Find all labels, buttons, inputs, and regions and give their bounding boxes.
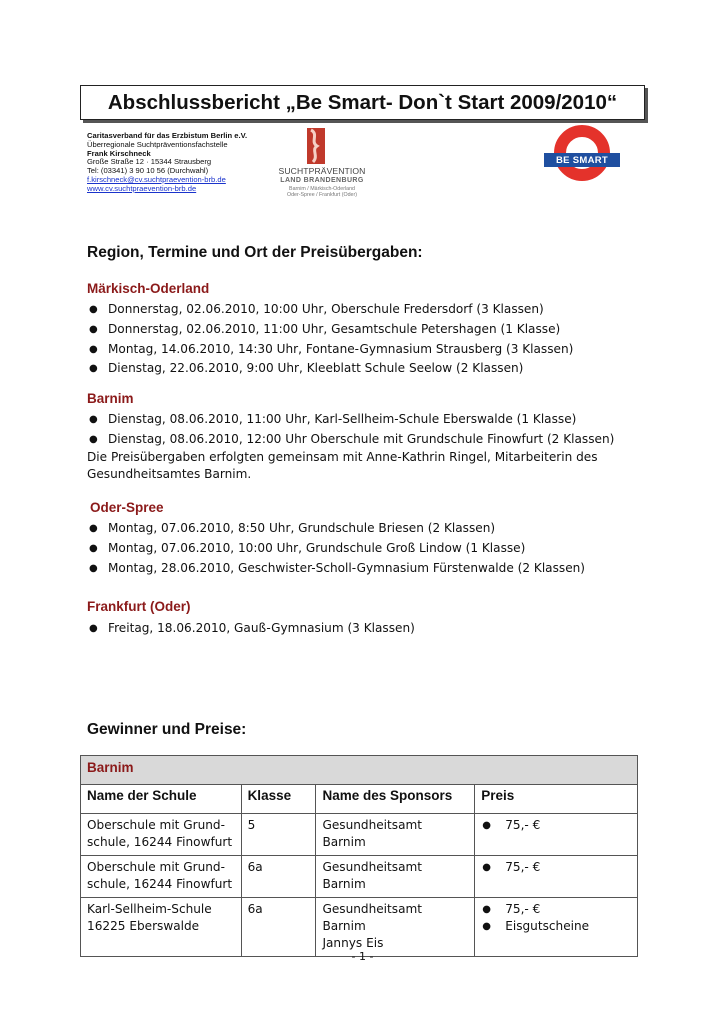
region-heading-frankfurt-oder: Frankfurt (Oder) — [87, 599, 191, 614]
list-item: ● Donnerstag, 02.06.2010, 11:00 Uhr, Gesamtschule Petershagen (1 Klasse) — [87, 320, 573, 340]
table-region-row — [81, 756, 638, 785]
list-item: ● Dienstag, 08.06.2010, 11:00 Uhr, Karl-Sellheim-Schule Eberswalde (1 Klasse) — [87, 410, 614, 430]
column-header-preis: Preis — [475, 785, 638, 814]
cell-sponsor: Gesundheitsamt Barnim Jannys Eis — [316, 897, 475, 956]
cell-klasse: 5 — [241, 814, 316, 856]
bullet-icon: ● — [89, 542, 98, 554]
suchtpraevention-mark-icon — [307, 128, 325, 164]
list-item: ● Freitag, 18.06.2010, Gauß-Gymnasium (3 Klassen) — [87, 619, 415, 639]
bullet-icon: ● — [89, 433, 98, 445]
list-item: ● Montag, 28.06.2010, Geschwister-Scholl-Gymnasium Fürstenwalde (2 Klassen) — [87, 559, 585, 579]
bullet-icon: ● — [89, 414, 98, 425]
logo-sucht-sub: LAND BRANDENBURG — [280, 177, 364, 184]
cell-school: Oberschule mit Grund- schule, 16244 Finowfurt — [81, 814, 242, 856]
event-list-barnim — [87, 410, 614, 450]
barnim-note-line1: Die Preisübergaben erfolgten gemeinsam mit Anne-Kathrin Ringel, Mitarbeiterin des — [87, 450, 598, 464]
bullet-icon: ● — [482, 861, 491, 873]
bullet-icon: ● — [482, 903, 491, 915]
event-list-maerkisch-oderland — [87, 300, 573, 379]
cell-preis — [475, 855, 638, 897]
prize-item: ● 75,- € — [481, 901, 631, 918]
logo-sucht-line1: Barnim / Märkisch-Oderland — [289, 186, 355, 192]
cell-klasse: 6a — [241, 855, 316, 897]
list-item: ● Dienstag, 08.06.2010, 12:00 Uhr Oberschule mit Grundschule Finowfurt (2 Klassen) — [87, 430, 614, 450]
table-row — [81, 897, 638, 956]
cell-school: Oberschule mit Grund- schule, 16244 Finowfurt — [81, 855, 242, 897]
contact-web-link[interactable]: www.cv.suchtpraevention-brb.de — [87, 183, 197, 193]
bullet-icon: ● — [89, 343, 98, 355]
list-item: ● Montag, 07.06.2010, 8:50 Uhr, Grundschule Briesen (2 Klassen) — [87, 519, 585, 539]
logo-sucht-regions — [276, 186, 368, 199]
cell-preis — [475, 897, 638, 956]
page-number: - 1 - — [351, 950, 374, 963]
logo-sucht-name: SUCHTPRÄVENTION — [278, 166, 366, 176]
bullet-icon: ● — [89, 363, 98, 375]
winners-table — [80, 755, 638, 957]
bullet-icon: ● — [89, 304, 98, 315]
table-row — [81, 855, 638, 897]
bullet-icon: ● — [89, 562, 98, 574]
table-region-label: Barnim — [87, 760, 134, 775]
contact-phone: Tel: (03341) 3 90 10 56 (Durchwahl) — [87, 166, 209, 176]
contact-person: Frank Kirschneck — [87, 148, 151, 158]
section-heading-gewinner: Gewinner und Preise: — [87, 721, 247, 738]
cell-sponsor: Gesundheitsamt Barnim — [316, 855, 475, 897]
suchtpraevention-logo — [276, 128, 368, 204]
column-header-klasse: Klasse — [241, 785, 316, 814]
title-box — [80, 85, 645, 120]
table-row — [81, 814, 638, 856]
contact-address: Große Straße 12 · 15344 Strausberg — [87, 157, 212, 167]
event-list-oder-spree — [87, 519, 585, 578]
event-list-frankfurt-oder — [87, 619, 415, 639]
be-smart-bar: BE SMART — [544, 153, 620, 167]
region-heading-barnim: Barnim — [87, 391, 134, 406]
be-smart-logo — [544, 125, 620, 201]
prize-item: ● Eisgutscheine — [481, 918, 631, 935]
document-title: Abschlussbericht „Be Smart- Don`t Start 2009/2010“ — [107, 90, 618, 114]
prize-item: ● 75,- € — [481, 859, 631, 876]
prize-item: ● 75,- € — [481, 817, 631, 834]
cell-sponsor: Gesundheitsamt Barnim — [316, 814, 475, 856]
bullet-icon: ● — [482, 921, 491, 933]
bullet-icon: ● — [89, 523, 98, 534]
list-item: ● Donnerstag, 02.06.2010, 10:00 Uhr, Oberschule Fredersdorf (3 Klassen) — [87, 300, 573, 320]
cell-preis — [475, 814, 638, 856]
bullet-icon: ● — [89, 323, 98, 335]
contact-block — [87, 132, 247, 194]
section-heading-termine: Region, Termine und Ort der Preisübergaben: — [87, 244, 423, 261]
table-header-row — [81, 785, 638, 814]
contact-email-link[interactable]: f.kirschneck@cv.suchtpraevention-brb.de — [87, 174, 226, 184]
region-heading-oder-spree: Oder-Spree — [90, 500, 164, 515]
contact-dept: Überregionale Suchtpräventionsfachstelle — [87, 139, 228, 149]
column-header-school: Name der Schule — [81, 785, 242, 814]
region-heading-maerkisch-oderland: Märkisch-Oderland — [87, 281, 210, 296]
logo-sucht-line2: Oder-Spree / Frankfurt (Oder) — [286, 192, 358, 199]
list-item: ● Dienstag, 22.06.2010, 9:00 Uhr, Kleeblatt Schule Seelow (2 Klassen) — [87, 359, 573, 379]
cell-klasse: 6a — [241, 897, 316, 956]
bullet-icon: ● — [482, 820, 491, 831]
bullet-icon: ● — [89, 623, 98, 634]
contact-org: Caritasverband für das Erzbistum Berlin e.V. — [87, 131, 248, 140]
list-item: ● Montag, 07.06.2010, 10:00 Uhr, Grundschule Groß Lindow (1 Klasse) — [87, 539, 585, 559]
list-item: ● Montag, 14.06.2010, 14:30 Uhr, Fontane-Gymnasium Strausberg (3 Klassen) — [87, 340, 573, 360]
column-header-sponsor: Name des Sponsors — [316, 785, 475, 814]
barnim-note — [87, 449, 632, 482]
barnim-note-line2: Gesundheitsamtes Barnim. — [87, 466, 252, 481]
cell-school: Karl-Sellheim-Schule 16225 Eberswalde — [81, 897, 242, 956]
